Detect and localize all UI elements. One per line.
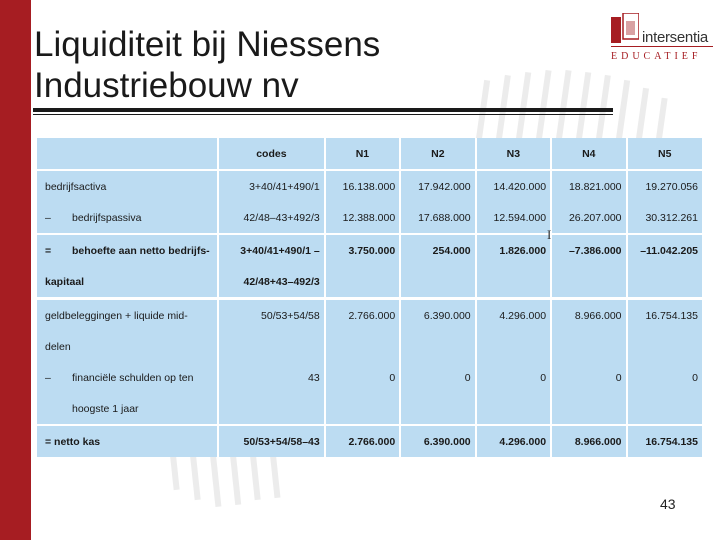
table-row xyxy=(37,234,702,266)
logo-wordmark: intersentia xyxy=(642,29,708,46)
slide-title xyxy=(34,24,514,106)
table-header-row xyxy=(37,138,702,170)
row-value-n4: 18.821.000 xyxy=(551,170,626,202)
row-value-n4: 8.966.000 xyxy=(551,300,626,331)
row-label-text: = netto kas xyxy=(45,435,101,448)
table-row xyxy=(37,393,702,425)
row-label-text: geldbeleggingen + liquide mid- xyxy=(45,309,188,322)
row-value-n3: 4.296.000 xyxy=(476,300,551,331)
row-value-n3 xyxy=(476,331,551,362)
row-value-n2: 17.942.000 xyxy=(400,170,475,202)
header-cell-n5: N5 xyxy=(627,138,702,170)
logo-divider xyxy=(611,46,713,47)
slide-title-line-2: Industriebouw nv xyxy=(34,66,299,105)
row-value-n4: 0 xyxy=(551,362,626,393)
row-label xyxy=(37,331,218,362)
row-value-n3: 0 xyxy=(476,362,551,393)
row-value-n3: 14.420.000 xyxy=(476,170,551,202)
row-code: 42/48–43+492/3 xyxy=(218,202,325,234)
liquidity-table-grid xyxy=(37,138,702,457)
row-value-n3: 12.594.000 xyxy=(476,202,551,234)
row-label xyxy=(37,393,218,425)
row-code: 3+40/41+490/1 – xyxy=(218,234,325,266)
text-cursor-icon: I xyxy=(547,227,552,242)
row-label-text: behoefte aan netto bedrijfs- xyxy=(72,244,210,257)
intersentia-logo xyxy=(607,13,713,63)
row-value-n2 xyxy=(400,393,475,425)
row-value-n5: 30.312.261 xyxy=(627,202,702,234)
row-value-n4 xyxy=(551,393,626,425)
row-label xyxy=(37,266,218,297)
row-value-n2: 0 xyxy=(400,362,475,393)
row-value-n4 xyxy=(551,331,626,362)
table-row xyxy=(37,170,702,202)
row-value-n1: 2.766.000 xyxy=(325,300,400,331)
header-cell-n4: N4 xyxy=(551,138,626,170)
row-value-n5: 16.754.135 xyxy=(627,300,702,331)
row-sign: = xyxy=(45,244,52,257)
row-code: 42/48+43–492/3 xyxy=(218,266,325,297)
row-value-n2: 254.000 xyxy=(400,234,475,266)
logo-mark-icon xyxy=(611,13,639,43)
row-label xyxy=(37,234,218,266)
row-label xyxy=(37,362,218,393)
row-code: 3+40/41+490/1 xyxy=(218,170,325,202)
logo-subtitle: EDUCATIEF xyxy=(611,51,702,62)
row-code: 50/53+54/58 xyxy=(218,300,325,331)
row-label xyxy=(37,202,218,234)
row-value-n2: 6.390.000 xyxy=(400,425,475,457)
table-row xyxy=(37,266,702,297)
row-value-n1: 0 xyxy=(325,362,400,393)
title-underline-thin xyxy=(33,114,613,115)
row-value-n1: 3.750.000 xyxy=(325,234,400,266)
table-row-total xyxy=(37,425,702,457)
slide-title-line-1: Liquiditeit bij Niessens xyxy=(34,25,381,64)
table-row xyxy=(37,331,702,362)
row-value-n5 xyxy=(627,331,702,362)
row-value-n5: 19.270.056 xyxy=(627,170,702,202)
table-row xyxy=(37,362,702,393)
row-label-text: hoogste 1 jaar xyxy=(72,402,139,415)
row-code: 43 xyxy=(218,362,325,393)
row-code xyxy=(218,331,325,362)
row-value-n3 xyxy=(476,393,551,425)
page-number: 43 xyxy=(660,496,676,512)
row-value-n3: 1.826.000 xyxy=(476,234,551,266)
row-value-n5: 0 xyxy=(627,362,702,393)
row-value-n4 xyxy=(551,266,626,297)
row-value-n1 xyxy=(325,393,400,425)
row-value-n2: 17.688.000 xyxy=(400,202,475,234)
row-label xyxy=(37,300,218,331)
row-value-n5: 16.754.135 xyxy=(627,425,702,457)
row-value-n1 xyxy=(325,266,400,297)
row-value-n1: 2.766.000 xyxy=(325,425,400,457)
header-cell-n2: N2 xyxy=(400,138,475,170)
row-value-n2 xyxy=(400,331,475,362)
side-accent-bar xyxy=(0,0,31,540)
row-value-n5: –11.042.205 xyxy=(627,234,702,266)
row-code xyxy=(218,393,325,425)
header-cell-codes: codes xyxy=(218,138,325,170)
header-cell-n3: N3 xyxy=(476,138,551,170)
row-value-n4: –7.386.000 xyxy=(551,234,626,266)
row-label-text: financiële schulden op ten xyxy=(72,371,194,384)
row-value-n4: 8.966.000 xyxy=(551,425,626,457)
row-label-text: bedrijfsactiva xyxy=(45,180,107,193)
header-cell-n1: N1 xyxy=(325,138,400,170)
row-label-text: bedrijfspassiva xyxy=(72,211,142,224)
title-underline xyxy=(33,108,613,112)
row-label-text: delen xyxy=(45,340,71,353)
row-code: 50/53+54/58–43 xyxy=(218,425,325,457)
row-sign: – xyxy=(45,371,51,384)
row-value-n3 xyxy=(476,266,551,297)
row-value-n1: 12.388.000 xyxy=(325,202,400,234)
row-value-n1 xyxy=(325,331,400,362)
row-value-n5 xyxy=(627,266,702,297)
row-value-n4: 26.207.000 xyxy=(551,202,626,234)
row-sign: – xyxy=(45,211,51,224)
row-value-n2: 6.390.000 xyxy=(400,300,475,331)
row-label xyxy=(37,425,218,457)
table-row xyxy=(37,202,702,234)
liquidity-table xyxy=(37,138,702,448)
header-cell-label xyxy=(37,138,218,170)
row-value-n1: 16.138.000 xyxy=(325,170,400,202)
row-label-text: kapitaal xyxy=(45,275,85,288)
row-value-n5 xyxy=(627,393,702,425)
row-label xyxy=(37,170,218,202)
row-value-n2 xyxy=(400,266,475,297)
row-value-n3: 4.296.000 xyxy=(476,425,551,457)
table-row xyxy=(37,300,702,331)
